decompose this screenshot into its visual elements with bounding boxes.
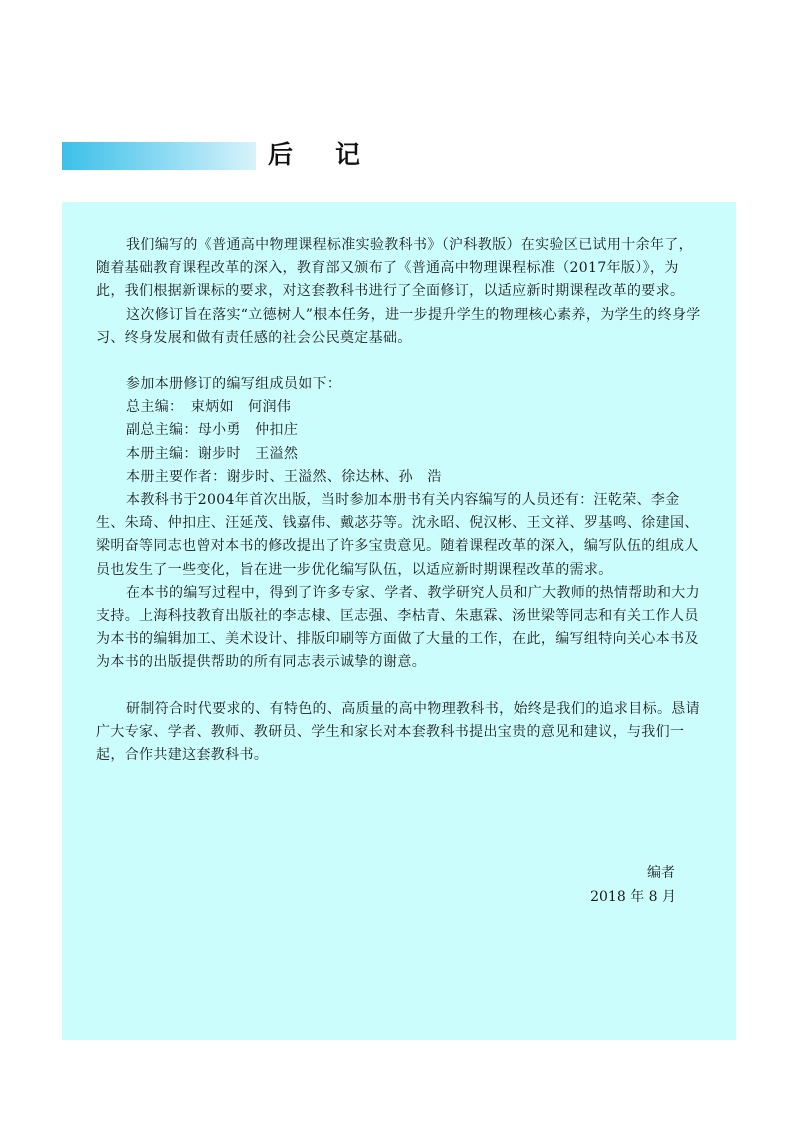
title-accent-bar (62, 142, 256, 170)
page-title: 后记 (268, 140, 403, 169)
paragraph-thanks: 在本书的编写过程中，得到了许多专家、学者、教学研究人员和广大教师的热情帮助和大力支持。上海科技教育出版社的李志棣、匡志强、李枯青、朱惠霖、汤世梁等同志和有关工作人员为本书的编辑加工、美术设计、排版印刷等方面做了大量的工作，在此，编写组特向关心本书及为本书的出版提供帮助的所有同志表示诚挚的谢意。 (96, 584, 700, 671)
paragraph-goal: 研制符合时代要求的、有特色的、高质量的高中物理教科书，始终是我们的追求目标。恳请广大专家、学者、教师、教研员、学生和家长对本套教科书提出宝贵的意见和建议，与我们一起，合作共建这套教科书。 (96, 700, 700, 764)
list-item-main-authors: 本册主要作者：谢步时、王溢然、徐达林、孙 浩 (126, 468, 442, 485)
signature-date: 2018 年 8 月 (590, 889, 676, 905)
list-item-deputy-editor: 副总主编：母小勇 仲扣庄 (126, 422, 299, 439)
paragraph-intro: 我们编写的《普通高中物理课程标准实验教科书》（沪科教版）在实验区已试用十余年了，随着基础教育课程改革的深入，教育部又颁布了《普通高中物理课程标准（2017年版）》，为此，我们根据新课标的要求，对这套教科书进行了全面修订，以适应新时期课程改革的要求。 (96, 237, 693, 300)
paragraph-purpose: 这次修订旨在落实“立德树人”根本任务，进一步提升学生的物理核心素养，为学生的终身学习、终身发展和做有责任感的社会公民奠定基础。 (96, 306, 701, 346)
list-intro: 参加本册修订的编写组成员如下： (126, 376, 342, 393)
list-item-volume-editor: 本册主编：谢步时 王溢然 (126, 445, 299, 462)
paragraph-history: 本教科书于2004年首次出版，当时参加本册书有关内容编写的人员还有：汪乾荣、李金生、朱琦、仲扣庄、汪延茂、钱嘉伟、戴苾芬等。沈永昭、倪汉彬、王文祥、罗基鸣、徐建国、梁明奋等同志也曾对本书的修改提出了许多宝贵意见。随着课程改革的深入，编写队伍的组成人员也发生了一些变化，旨在进一步优化编写队伍，以适应新时期课程改革的需求。 (96, 492, 699, 578)
list-item-chief-editor: 总主编： 束炳如 何润伟 (126, 399, 292, 416)
afterword-body (96, 234, 706, 767)
paragraph-gap (96, 675, 706, 698)
paragraph-gap (96, 350, 706, 373)
signature-author: 编者 (647, 865, 675, 881)
